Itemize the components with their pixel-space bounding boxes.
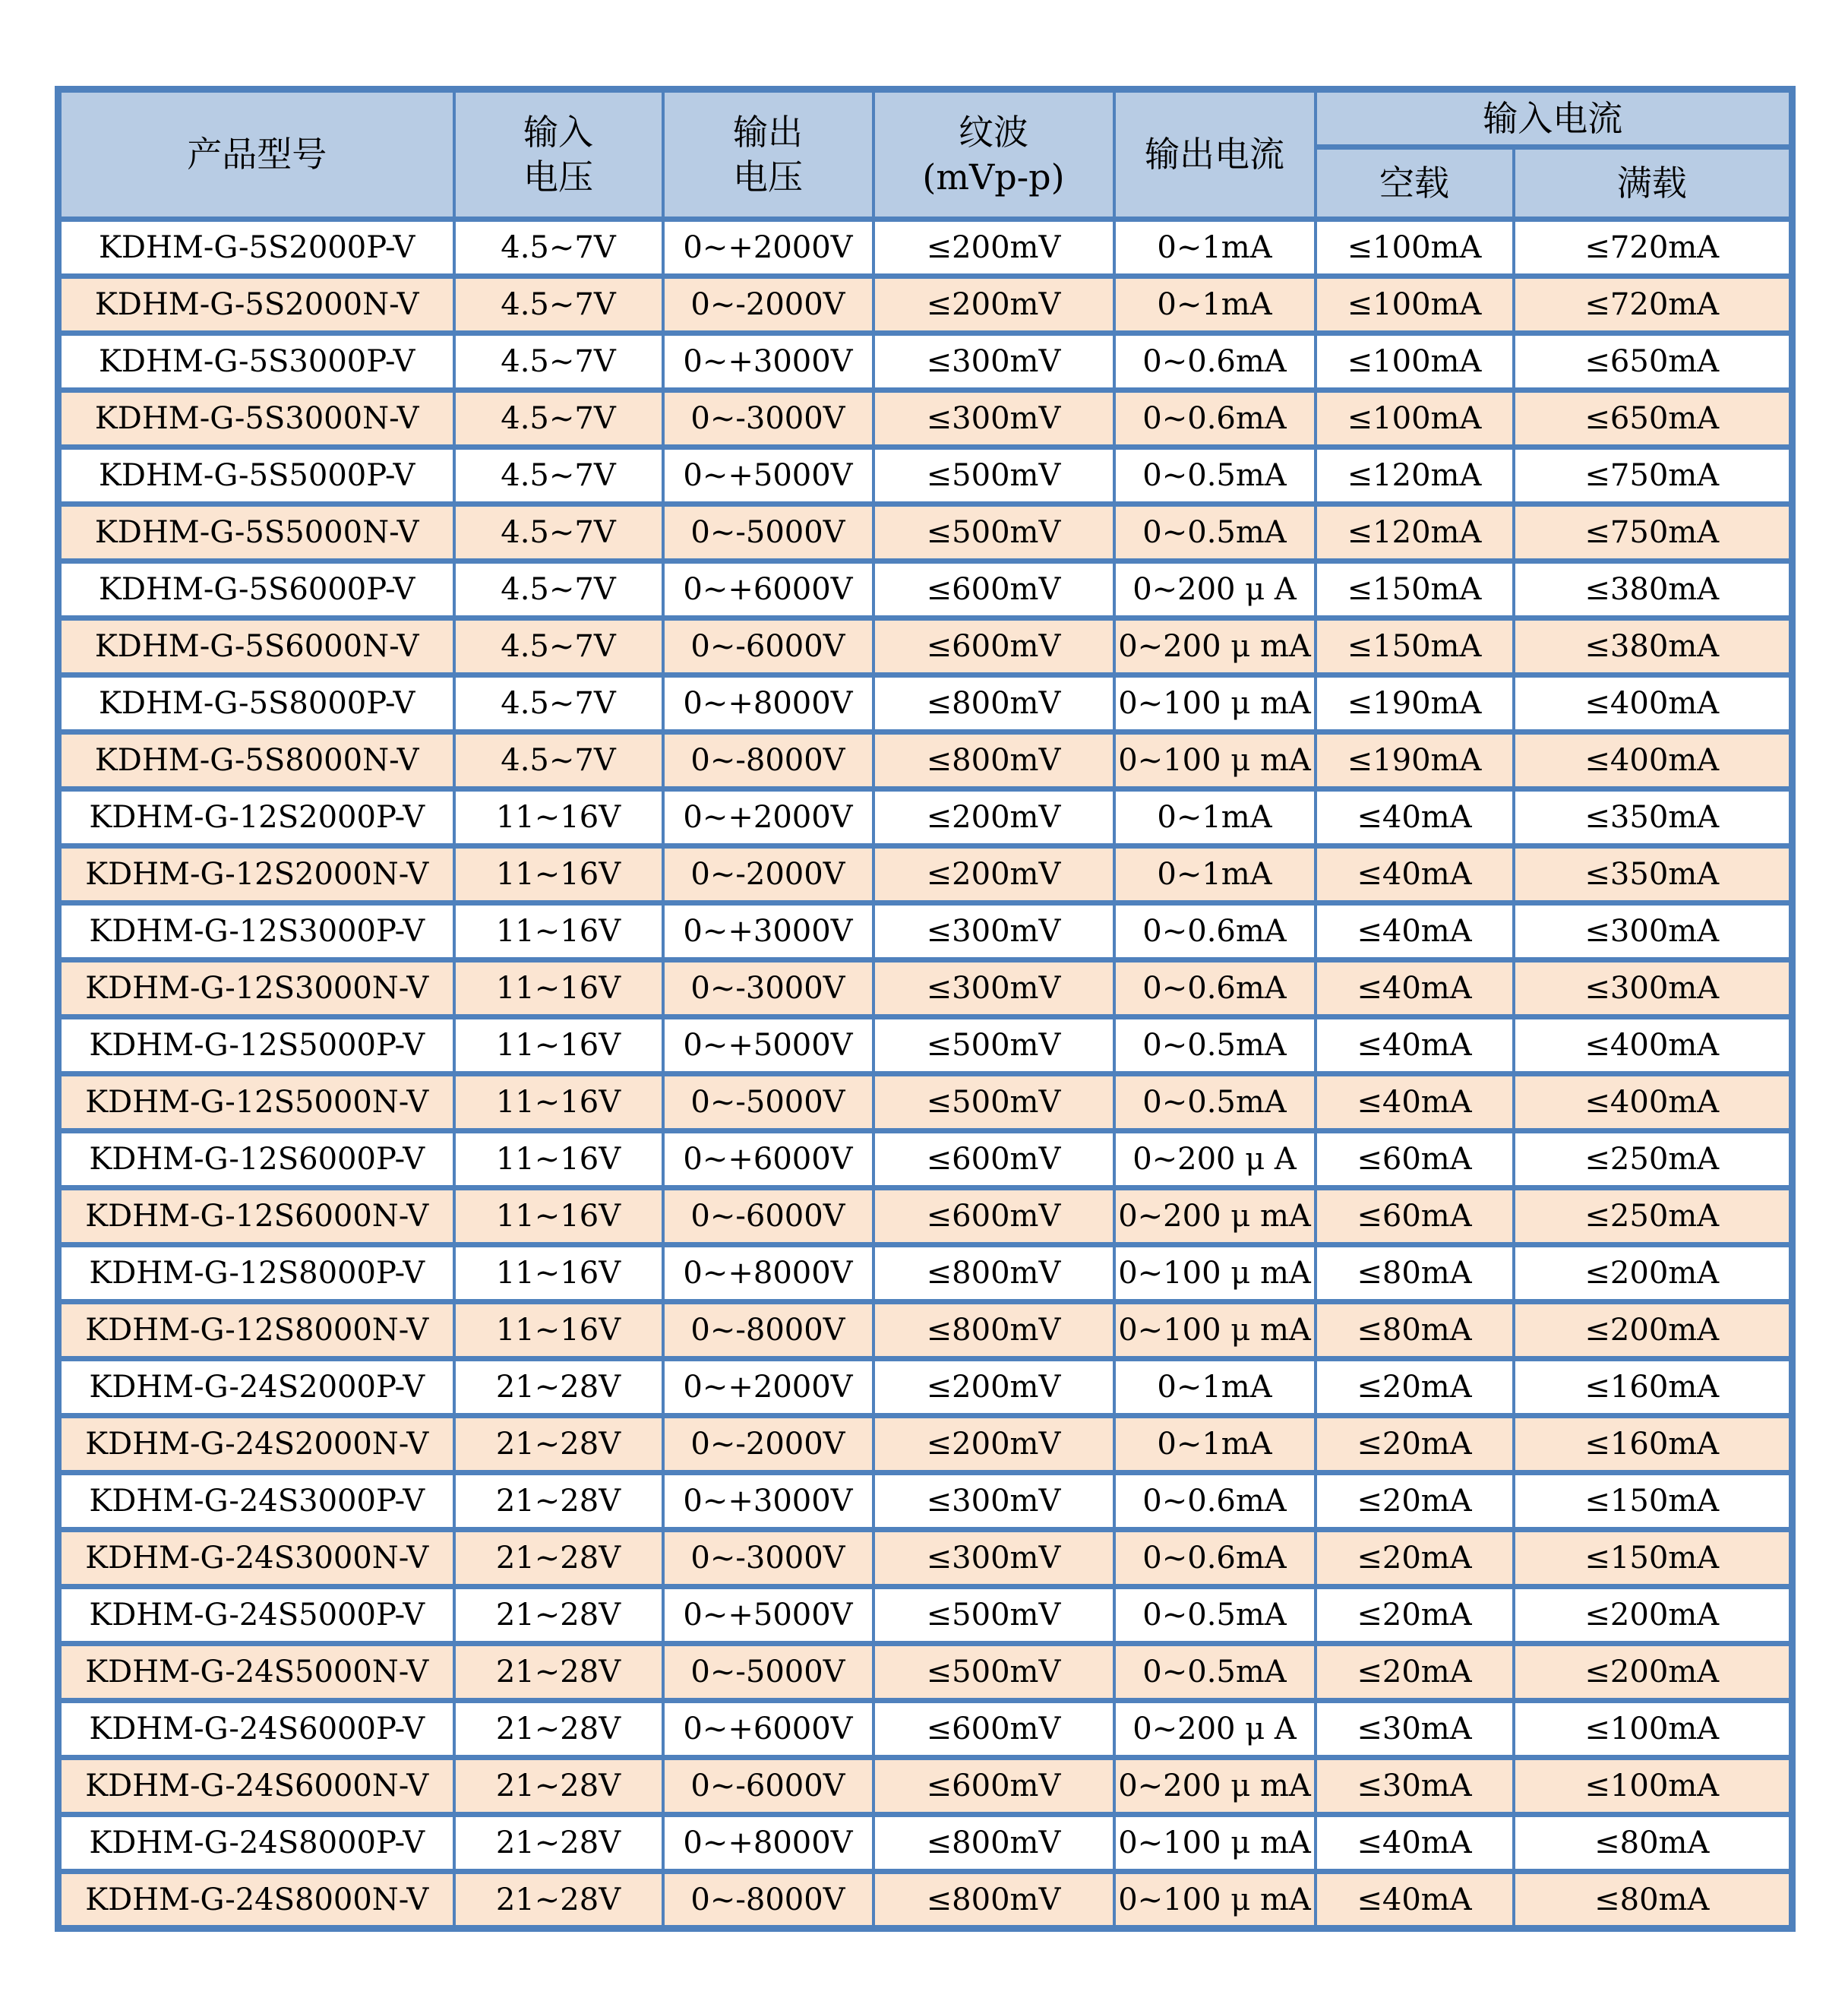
input-voltage-cell: 21~28V xyxy=(454,1359,663,1416)
no-load-cell: ≤40mA xyxy=(1316,903,1514,960)
output-current-cell: 0~100 μ mA xyxy=(1114,1245,1316,1302)
full-load-cell: ≤650mA xyxy=(1514,390,1793,447)
input-voltage-cell: 4.5~7V xyxy=(454,220,663,277)
table-row xyxy=(58,1587,1793,1644)
table-row xyxy=(58,1872,1793,1929)
no-load-cell: ≤190mA xyxy=(1316,675,1514,732)
input-voltage-cell: 4.5~7V xyxy=(454,732,663,789)
header-no-load: 空载 xyxy=(1316,147,1514,220)
no-load-cell: ≤100mA xyxy=(1316,220,1514,277)
input-voltage-cell: 11~16V xyxy=(454,960,663,1017)
no-load-cell: ≤60mA xyxy=(1316,1188,1514,1245)
full-load-cell: ≤100mA xyxy=(1514,1701,1793,1758)
full-load-cell: ≤380mA xyxy=(1514,618,1793,675)
ripple-cell: ≤800mV xyxy=(873,1302,1114,1359)
full-load-cell: ≤250mA xyxy=(1514,1131,1793,1188)
model-cell: KDHM-G-12S8000P-V xyxy=(58,1245,454,1302)
output-voltage-cell: 0~-2000V xyxy=(663,1416,873,1473)
output-voltage-cell: 0~+5000V xyxy=(663,1587,873,1644)
table-row xyxy=(58,504,1793,561)
input-voltage-cell: 11~16V xyxy=(454,1302,663,1359)
table-row xyxy=(58,220,1793,277)
input-voltage-cell: 11~16V xyxy=(454,1017,663,1074)
no-load-cell: ≤40mA xyxy=(1316,846,1514,903)
full-load-cell: ≤200mA xyxy=(1514,1587,1793,1644)
model-cell: KDHM-G-24S3000P-V xyxy=(58,1473,454,1530)
input-voltage-cell: 11~16V xyxy=(454,1245,663,1302)
input-voltage-cell: 4.5~7V xyxy=(454,447,663,504)
header-input-current: 输入电流 xyxy=(1316,90,1793,147)
table-body xyxy=(58,220,1793,1929)
input-voltage-cell: 4.5~7V xyxy=(454,504,663,561)
output-voltage-cell: 0~+2000V xyxy=(663,1359,873,1416)
no-load-cell: ≤20mA xyxy=(1316,1473,1514,1530)
full-load-cell: ≤150mA xyxy=(1514,1473,1793,1530)
table-row xyxy=(58,1359,1793,1416)
output-current-cell: 0~0.6mA xyxy=(1114,1473,1316,1530)
output-current-cell: 0~0.6mA xyxy=(1114,390,1316,447)
model-cell: KDHM-G-5S3000N-V xyxy=(58,390,454,447)
table-row xyxy=(58,390,1793,447)
model-cell: KDHM-G-24S3000N-V xyxy=(58,1530,454,1587)
input-voltage-cell: 21~28V xyxy=(454,1416,663,1473)
output-current-cell: 0~0.5mA xyxy=(1114,1644,1316,1701)
model-cell: KDHM-G-12S5000P-V xyxy=(58,1017,454,1074)
output-voltage-cell: 0~-6000V xyxy=(663,1188,873,1245)
output-current-cell: 0~100 μ mA xyxy=(1114,675,1316,732)
ripple-cell: ≤800mV xyxy=(873,1815,1114,1872)
output-current-cell: 0~0.5mA xyxy=(1114,447,1316,504)
full-load-cell: ≤300mA xyxy=(1514,903,1793,960)
model-cell: KDHM-G-5S3000P-V xyxy=(58,333,454,390)
no-load-cell: ≤20mA xyxy=(1316,1359,1514,1416)
ripple-cell: ≤500mV xyxy=(873,1017,1114,1074)
output-voltage-cell: 0~+5000V xyxy=(663,447,873,504)
header-output-voltage-line2: 电压 xyxy=(733,156,803,198)
ripple-cell: ≤800mV xyxy=(873,1245,1114,1302)
ripple-cell: ≤500mV xyxy=(873,1644,1114,1701)
output-voltage-cell: 0~-3000V xyxy=(663,1530,873,1587)
full-load-cell: ≤400mA xyxy=(1514,675,1793,732)
full-load-cell: ≤200mA xyxy=(1514,1302,1793,1359)
output-voltage-cell: 0~+8000V xyxy=(663,1245,873,1302)
full-load-cell: ≤100mA xyxy=(1514,1758,1793,1815)
model-cell: KDHM-G-24S8000P-V xyxy=(58,1815,454,1872)
full-load-cell: ≤160mA xyxy=(1514,1359,1793,1416)
table-row xyxy=(58,1473,1793,1530)
output-voltage-cell: 0~-3000V xyxy=(663,960,873,1017)
ripple-cell: ≤200mV xyxy=(873,220,1114,277)
table-row xyxy=(58,333,1793,390)
no-load-cell: ≤80mA xyxy=(1316,1302,1514,1359)
header-full-load: 满载 xyxy=(1514,147,1793,220)
full-load-cell: ≤160mA xyxy=(1514,1416,1793,1473)
full-load-cell: ≤300mA xyxy=(1514,960,1793,1017)
output-current-cell: 0~0.5mA xyxy=(1114,504,1316,561)
output-voltage-cell: 0~+6000V xyxy=(663,561,873,618)
output-voltage-cell: 0~-5000V xyxy=(663,1074,873,1131)
ripple-cell: ≤500mV xyxy=(873,1587,1114,1644)
no-load-cell: ≤40mA xyxy=(1316,789,1514,846)
full-load-cell: ≤380mA xyxy=(1514,561,1793,618)
ripple-cell: ≤200mV xyxy=(873,1359,1114,1416)
ripple-cell: ≤300mV xyxy=(873,960,1114,1017)
output-voltage-cell: 0~+8000V xyxy=(663,1815,873,1872)
table-row xyxy=(58,447,1793,504)
model-cell: KDHM-G-12S3000P-V xyxy=(58,903,454,960)
output-current-cell: 0~0.6mA xyxy=(1114,1530,1316,1587)
table-row xyxy=(58,277,1793,333)
output-voltage-cell: 0~+3000V xyxy=(663,1473,873,1530)
no-load-cell: ≤20mA xyxy=(1316,1644,1514,1701)
output-voltage-cell: 0~+6000V xyxy=(663,1701,873,1758)
no-load-cell: ≤150mA xyxy=(1316,561,1514,618)
full-load-cell: ≤150mA xyxy=(1514,1530,1793,1587)
no-load-cell: ≤60mA xyxy=(1316,1131,1514,1188)
output-current-cell: 0~0.5mA xyxy=(1114,1017,1316,1074)
table-row xyxy=(58,1017,1793,1074)
output-voltage-cell: 0~-5000V xyxy=(663,1644,873,1701)
header-ripple-line2: (mVp-p) xyxy=(922,156,1065,198)
output-current-cell: 0~1mA xyxy=(1114,277,1316,333)
input-voltage-cell: 21~28V xyxy=(454,1644,663,1701)
model-cell: KDHM-G-24S5000N-V xyxy=(58,1644,454,1701)
no-load-cell: ≤40mA xyxy=(1316,1074,1514,1131)
header-ripple xyxy=(873,90,1114,220)
input-voltage-cell: 21~28V xyxy=(454,1530,663,1587)
output-current-cell: 0~100 μ mA xyxy=(1114,732,1316,789)
input-voltage-cell: 4.5~7V xyxy=(454,561,663,618)
table-header xyxy=(58,90,1793,220)
table-row xyxy=(58,960,1793,1017)
model-cell: KDHM-G-24S2000N-V xyxy=(58,1416,454,1473)
input-voltage-cell: 4.5~7V xyxy=(454,390,663,447)
ripple-cell: ≤300mV xyxy=(873,333,1114,390)
model-cell: KDHM-G-12S2000P-V xyxy=(58,789,454,846)
ripple-cell: ≤800mV xyxy=(873,1872,1114,1929)
output-voltage-cell: 0~-6000V xyxy=(663,618,873,675)
model-cell: KDHM-G-12S8000N-V xyxy=(58,1302,454,1359)
input-voltage-cell: 11~16V xyxy=(454,1074,663,1131)
table-row xyxy=(58,732,1793,789)
table-row xyxy=(58,1188,1793,1245)
ripple-cell: ≤600mV xyxy=(873,1188,1114,1245)
input-voltage-cell: 21~28V xyxy=(454,1815,663,1872)
header-input-voltage xyxy=(454,90,663,220)
output-current-cell: 0~200 μ A xyxy=(1114,1701,1316,1758)
model-cell: KDHM-G-12S6000P-V xyxy=(58,1131,454,1188)
output-voltage-cell: 0~+8000V xyxy=(663,675,873,732)
output-current-cell: 0~1mA xyxy=(1114,846,1316,903)
ripple-cell: ≤600mV xyxy=(873,561,1114,618)
no-load-cell: ≤20mA xyxy=(1316,1416,1514,1473)
header-input-voltage-line2: 电压 xyxy=(523,156,593,198)
model-cell: KDHM-G-5S8000P-V xyxy=(58,675,454,732)
no-load-cell: ≤40mA xyxy=(1316,960,1514,1017)
full-load-cell: ≤80mA xyxy=(1514,1872,1793,1929)
no-load-cell: ≤30mA xyxy=(1316,1758,1514,1815)
table-row xyxy=(58,1530,1793,1587)
table-row xyxy=(58,618,1793,675)
output-current-cell: 0~100 μ mA xyxy=(1114,1872,1316,1929)
model-cell: KDHM-G-24S6000N-V xyxy=(58,1758,454,1815)
input-voltage-cell: 21~28V xyxy=(454,1587,663,1644)
no-load-cell: ≤20mA xyxy=(1316,1587,1514,1644)
output-voltage-cell: 0~-2000V xyxy=(663,846,873,903)
ripple-cell: ≤200mV xyxy=(873,846,1114,903)
full-load-cell: ≤750mA xyxy=(1514,504,1793,561)
header-output-voltage xyxy=(663,90,873,220)
output-current-cell: 0~100 μ mA xyxy=(1114,1302,1316,1359)
no-load-cell: ≤120mA xyxy=(1316,447,1514,504)
table-row xyxy=(58,675,1793,732)
no-load-cell: ≤40mA xyxy=(1316,1872,1514,1929)
output-voltage-cell: 0~-8000V xyxy=(663,1872,873,1929)
ripple-cell: ≤600mV xyxy=(873,1758,1114,1815)
full-load-cell: ≤200mA xyxy=(1514,1245,1793,1302)
input-voltage-cell: 11~16V xyxy=(454,1188,663,1245)
model-cell: KDHM-G-5S5000N-V xyxy=(58,504,454,561)
output-current-cell: 0~0.5mA xyxy=(1114,1074,1316,1131)
input-voltage-cell: 21~28V xyxy=(454,1473,663,1530)
model-cell: KDHM-G-24S2000P-V xyxy=(58,1359,454,1416)
table-row xyxy=(58,1701,1793,1758)
model-cell: KDHM-G-5S8000N-V xyxy=(58,732,454,789)
output-voltage-cell: 0~+2000V xyxy=(663,789,873,846)
full-load-cell: ≤720mA xyxy=(1514,277,1793,333)
output-voltage-cell: 0~+3000V xyxy=(663,333,873,390)
ripple-cell: ≤600mV xyxy=(873,1131,1114,1188)
ripple-cell: ≤500mV xyxy=(873,1074,1114,1131)
output-current-cell: 0~1mA xyxy=(1114,789,1316,846)
table-row xyxy=(58,1074,1793,1131)
ripple-cell: ≤300mV xyxy=(873,903,1114,960)
no-load-cell: ≤40mA xyxy=(1316,1815,1514,1872)
header-ripple-line1: 纹波 xyxy=(959,111,1028,153)
no-load-cell: ≤30mA xyxy=(1316,1701,1514,1758)
input-voltage-cell: 21~28V xyxy=(454,1872,663,1929)
ripple-cell: ≤800mV xyxy=(873,675,1114,732)
output-current-cell: 0~0.5mA xyxy=(1114,1587,1316,1644)
no-load-cell: ≤20mA xyxy=(1316,1530,1514,1587)
input-voltage-cell: 4.5~7V xyxy=(454,618,663,675)
input-voltage-cell: 21~28V xyxy=(454,1758,663,1815)
input-voltage-cell: 21~28V xyxy=(454,1701,663,1758)
model-cell: KDHM-G-5S6000N-V xyxy=(58,618,454,675)
full-load-cell: ≤720mA xyxy=(1514,220,1793,277)
no-load-cell: ≤40mA xyxy=(1316,1017,1514,1074)
model-cell: KDHM-G-24S8000N-V xyxy=(58,1872,454,1929)
output-voltage-cell: 0~-8000V xyxy=(663,1302,873,1359)
model-cell: KDHM-G-5S2000N-V xyxy=(58,277,454,333)
table-row xyxy=(58,561,1793,618)
header-input-voltage-line1: 输入 xyxy=(523,111,593,153)
ripple-cell: ≤200mV xyxy=(873,277,1114,333)
output-current-cell: 0~1mA xyxy=(1114,1359,1316,1416)
table-row xyxy=(58,903,1793,960)
no-load-cell: ≤100mA xyxy=(1316,390,1514,447)
output-voltage-cell: 0~-2000V xyxy=(663,277,873,333)
output-voltage-cell: 0~-6000V xyxy=(663,1758,873,1815)
input-voltage-cell: 11~16V xyxy=(454,789,663,846)
no-load-cell: ≤150mA xyxy=(1316,618,1514,675)
no-load-cell: ≤190mA xyxy=(1316,732,1514,789)
output-current-cell: 0~1mA xyxy=(1114,1416,1316,1473)
ripple-cell: ≤500mV xyxy=(873,504,1114,561)
full-load-cell: ≤350mA xyxy=(1514,789,1793,846)
no-load-cell: ≤80mA xyxy=(1316,1245,1514,1302)
output-voltage-cell: 0~-3000V xyxy=(663,390,873,447)
output-voltage-cell: 0~+3000V xyxy=(663,903,873,960)
header-product-model: 产品型号 xyxy=(58,90,454,220)
input-voltage-cell: 4.5~7V xyxy=(454,277,663,333)
full-load-cell: ≤350mA xyxy=(1514,846,1793,903)
output-current-cell: 0~200 μ mA xyxy=(1114,1758,1316,1815)
no-load-cell: ≤120mA xyxy=(1316,504,1514,561)
ripple-cell: ≤600mV xyxy=(873,1701,1114,1758)
full-load-cell: ≤400mA xyxy=(1514,1074,1793,1131)
output-current-cell: 0~1mA xyxy=(1114,220,1316,277)
table-row xyxy=(58,1245,1793,1302)
table-row xyxy=(58,1758,1793,1815)
table-row xyxy=(58,1302,1793,1359)
output-current-cell: 0~0.6mA xyxy=(1114,333,1316,390)
output-current-cell: 0~0.6mA xyxy=(1114,903,1316,960)
output-current-cell: 0~200 μ mA xyxy=(1114,1188,1316,1245)
output-current-cell: 0~100 μ mA xyxy=(1114,1815,1316,1872)
table-row xyxy=(58,846,1793,903)
ripple-cell: ≤200mV xyxy=(873,1416,1114,1473)
no-load-cell: ≤100mA xyxy=(1316,277,1514,333)
full-load-cell: ≤80mA xyxy=(1514,1815,1793,1872)
output-voltage-cell: 0~-5000V xyxy=(663,504,873,561)
model-cell: KDHM-G-12S2000N-V xyxy=(58,846,454,903)
ripple-cell: ≤300mV xyxy=(873,1473,1114,1530)
table-row xyxy=(58,1131,1793,1188)
input-voltage-cell: 4.5~7V xyxy=(454,675,663,732)
ripple-cell: ≤300mV xyxy=(873,1530,1114,1587)
model-cell: KDHM-G-12S3000N-V xyxy=(58,960,454,1017)
output-voltage-cell: 0~-8000V xyxy=(663,732,873,789)
input-voltage-cell: 11~16V xyxy=(454,1131,663,1188)
model-cell: KDHM-G-12S6000N-V xyxy=(58,1188,454,1245)
table-row xyxy=(58,1644,1793,1701)
table-row xyxy=(58,789,1793,846)
ripple-cell: ≤200mV xyxy=(873,789,1114,846)
model-cell: KDHM-G-5S5000P-V xyxy=(58,447,454,504)
model-cell: KDHM-G-24S6000P-V xyxy=(58,1701,454,1758)
model-cell: KDHM-G-5S6000P-V xyxy=(58,561,454,618)
no-load-cell: ≤100mA xyxy=(1316,333,1514,390)
input-voltage-cell: 11~16V xyxy=(454,903,663,960)
ripple-cell: ≤800mV xyxy=(873,732,1114,789)
input-voltage-cell: 11~16V xyxy=(454,846,663,903)
ripple-cell: ≤600mV xyxy=(873,618,1114,675)
output-voltage-cell: 0~+6000V xyxy=(663,1131,873,1188)
model-cell: KDHM-G-5S2000P-V xyxy=(58,220,454,277)
output-voltage-cell: 0~+2000V xyxy=(663,220,873,277)
table-row xyxy=(58,1416,1793,1473)
full-load-cell: ≤200mA xyxy=(1514,1644,1793,1701)
header-row-1 xyxy=(58,90,1793,147)
output-current-cell: 0~200 μ mA xyxy=(1114,618,1316,675)
output-current-cell: 0~200 μ A xyxy=(1114,561,1316,618)
header-output-current: 输出电流 xyxy=(1114,90,1316,220)
full-load-cell: ≤250mA xyxy=(1514,1188,1793,1245)
full-load-cell: ≤400mA xyxy=(1514,732,1793,789)
model-cell: KDHM-G-24S5000P-V xyxy=(58,1587,454,1644)
model-cell: KDHM-G-12S5000N-V xyxy=(58,1074,454,1131)
output-current-cell: 0~200 μ A xyxy=(1114,1131,1316,1188)
input-voltage-cell: 4.5~7V xyxy=(454,333,663,390)
product-spec-table xyxy=(55,86,1796,1932)
full-load-cell: ≤750mA xyxy=(1514,447,1793,504)
table-row xyxy=(58,1815,1793,1872)
full-load-cell: ≤650mA xyxy=(1514,333,1793,390)
ripple-cell: ≤300mV xyxy=(873,390,1114,447)
output-voltage-cell: 0~+5000V xyxy=(663,1017,873,1074)
output-current-cell: 0~0.6mA xyxy=(1114,960,1316,1017)
full-load-cell: ≤400mA xyxy=(1514,1017,1793,1074)
header-output-voltage-line1: 输出 xyxy=(733,111,803,153)
ripple-cell: ≤500mV xyxy=(873,447,1114,504)
